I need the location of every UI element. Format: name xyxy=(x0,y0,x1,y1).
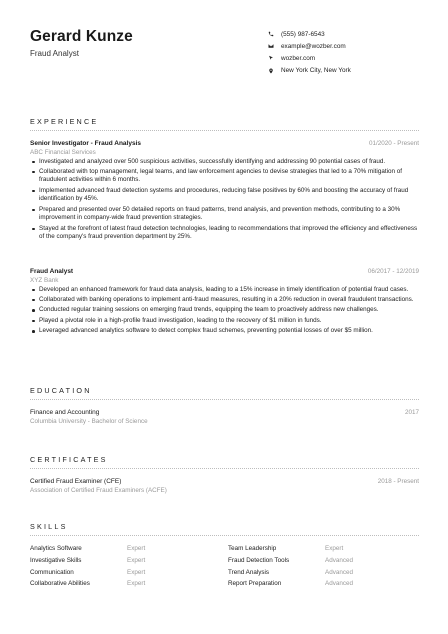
envelope-icon xyxy=(268,43,281,49)
certificate-date: 2018 - Present xyxy=(377,478,419,485)
skill-name: Collaborative Abilities xyxy=(30,580,90,588)
section-divider xyxy=(30,399,419,400)
experience-section-header xyxy=(30,117,419,131)
skill-name: Team Leadership xyxy=(228,545,277,552)
job-date: 06/2017 - 12/2019 xyxy=(367,268,419,275)
education-date: 2017 xyxy=(404,409,419,416)
certificate-entry xyxy=(30,478,419,494)
skill-level: Advanced xyxy=(325,580,354,588)
contact-location xyxy=(268,65,428,77)
list-item: Leveraged advanced analytics software to detect complex fraud schemes, preventing potential losses of over $5 million. xyxy=(30,327,419,336)
website-link[interactable]: wozber.com xyxy=(281,54,316,62)
section-divider xyxy=(30,130,419,131)
list-item: Developed an enhanced framework for fraud data analysis, leading to a 15% increase in timely identification of potential fraud cases. xyxy=(30,286,419,295)
education-school: Columbia University - Bachelor of Science xyxy=(30,417,148,425)
job-bullets xyxy=(30,286,419,336)
education-section-header xyxy=(30,386,419,400)
location-text: New York City, New York xyxy=(281,67,351,75)
skill-name: Analytics Software xyxy=(30,545,82,552)
job-title: Fraud Analyst xyxy=(30,268,74,275)
list-item: Investigated and analyzed over 500 suspicious activities, successfully identifying and addressing 90 potential cases of fraud. xyxy=(30,158,419,167)
section-title: CERTIFICATES xyxy=(30,455,108,464)
skill-name: Fraud Detection Tools xyxy=(228,556,290,564)
contact-website xyxy=(268,52,428,64)
skill-name: Investigative Skills xyxy=(30,556,82,564)
contact-phone xyxy=(268,28,428,40)
skill-name: Communication xyxy=(30,568,74,576)
phone-text: (555) 987-6543 xyxy=(281,30,325,38)
section-title: EDUCATION xyxy=(30,386,92,395)
job-company: XYZ Bank xyxy=(30,276,59,284)
job-entry xyxy=(30,268,419,337)
section-divider xyxy=(30,468,419,469)
list-item: Implemented advanced fraud detection systems and procedures, reducing false positives by 60% and boosting the accuracy of fraud identification by 45%. xyxy=(30,187,419,204)
job-company: ABC Financial Services xyxy=(30,148,96,156)
candidate-name: Gerard Kunze xyxy=(30,28,133,45)
certificate-issuer: Association of Certified Fraud Examiners (ACFE) xyxy=(30,486,167,494)
skills-section-header xyxy=(30,522,419,536)
contact-block xyxy=(268,28,428,77)
list-item: Stayed at the forefront of latest fraud detection technologies, leading to recommendations that improved the efficiency and effectiveness of the company's fraud prevention department by 25%. xyxy=(30,225,419,242)
skill-level: Advanced xyxy=(325,556,354,564)
skill-level: Expert xyxy=(325,545,344,552)
skill-level: Expert xyxy=(127,545,146,552)
section-title: SKILLS xyxy=(30,522,68,531)
cursor-icon xyxy=(268,55,281,61)
contact-email xyxy=(268,40,428,52)
job-bullets xyxy=(30,158,419,243)
skill-level: Advanced xyxy=(325,568,354,576)
certificates-section-header xyxy=(30,455,419,469)
certificate-title: Certified Fraud Examiner (CFE) xyxy=(30,478,122,485)
skill-name: Trend Analysis xyxy=(228,568,270,576)
phone-icon xyxy=(268,31,281,37)
job-title: Senior Investigator - Fraud Analysis xyxy=(30,140,142,147)
skill-level: Expert xyxy=(127,556,146,564)
list-item: Collaborated with banking operations to implement anti-fraud measures, resulting in a 20% reduction in overall fraudulent transactions. xyxy=(30,296,419,305)
list-item: Prepared and presented over 50 detailed reports on fraud patterns, trend analysis, and prevention methods, contributing to a 30% improvement in company-wide fraud prevention strategies. xyxy=(30,206,419,223)
list-item: Conducted regular training sessions on emerging fraud trends, equipping the team to proactively address new challenges. xyxy=(30,306,419,315)
skill-level: Expert xyxy=(127,580,146,588)
degree-title: Finance and Accounting xyxy=(30,409,100,416)
candidate-role: Fraud Analyst xyxy=(30,49,79,58)
map-pin-icon xyxy=(268,68,281,74)
section-divider xyxy=(30,535,419,536)
skill-level: Expert xyxy=(127,568,146,576)
email-link[interactable]: example@wozber.com xyxy=(281,42,346,50)
list-item: Played a pivotal role in a high-profile fraud investigation, leading to the recovery of $1 million in funds. xyxy=(30,317,419,326)
education-entry xyxy=(30,409,419,425)
job-date: 01/2020 - Present xyxy=(368,140,419,147)
section-title: EXPERIENCE xyxy=(30,117,99,126)
list-item: Collaborated with top management, legal teams, and law enforcement agencies to devise strategies that led to a 70% mitigation of fraudulent activities within 6 months. xyxy=(30,168,419,185)
skills-grid xyxy=(30,545,419,587)
skill-name: Report Preparation xyxy=(228,580,282,588)
job-entry xyxy=(30,140,419,244)
